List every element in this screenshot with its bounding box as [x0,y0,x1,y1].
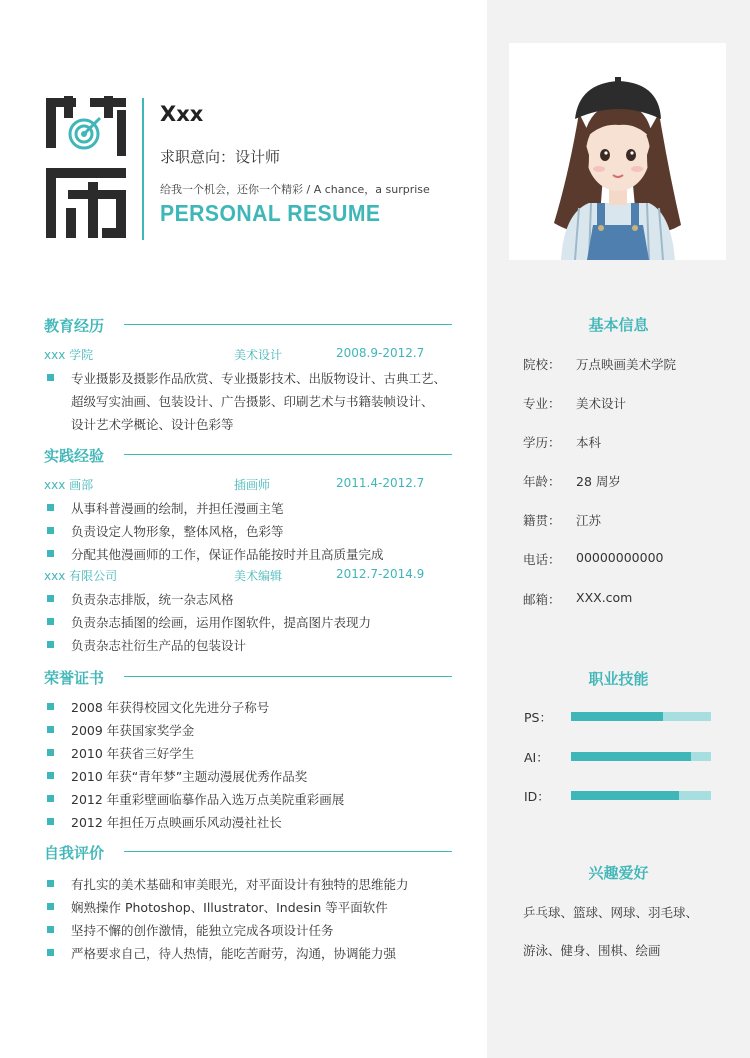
bullet-text: 设计艺术学概论、设计色彩等 [71,417,234,432]
bullet-text: 超级写实油画、包装设计、广告摄影、印刷艺术与书籍装帧设计、 [71,394,434,409]
section-title-self: 自我评价 [44,844,105,862]
bullet-text: 从事科普漫画的绘制，并担任漫画主笔 [71,501,284,516]
bullet-text: 2009 年获国家奖学金 [71,723,195,738]
job-period: 2011.4-2012.7 [336,476,425,490]
info-label: 邮箱： [523,592,561,607]
section-title-education: 教育经历 [44,317,105,335]
info-label: 电话： [523,552,561,567]
bullet-text: 坚持不懈的创作激情，能独立完成各项设计任务 [71,923,334,938]
job-intent: 求职意向：设计师 [160,148,281,166]
bullet-text: 娴熟操作 Photoshop、Illustrator、Indesin 等平面软件 [71,900,388,915]
bullet-icon [47,749,54,756]
bullet-text: 负责杂志排版，统一杂志风格 [71,592,234,607]
info-label: 年龄： [523,474,561,489]
skill-bar [571,791,711,800]
info-value: 江苏 [576,513,602,528]
bullet-icon [47,618,54,625]
info-value: 美术设计 [576,396,627,411]
bullet-text: 分配其他漫画师的工作，保证作品能按时并且高质量完成 [71,547,384,562]
skill-label: AI： [524,750,549,765]
info-value: 00000000000 [576,550,664,565]
bullet-icon [47,949,54,956]
bullet-icon [47,527,54,534]
skill-bar [571,752,711,761]
jianli-logo [44,96,128,240]
header-divider [142,98,144,240]
bullet-icon [47,641,54,648]
sidebar-title-skills: 职业技能 [588,670,649,688]
job-period: 2008.9-2012.7 [336,346,425,360]
info-value: 万点映画美术学院 [576,357,677,372]
bullet-icon [47,903,54,910]
skill-label: PS： [524,710,552,725]
bullet-text: 负责杂志插图的绘画，运用作图软件，提高图片表现力 [71,615,372,630]
bullet-text: 负责设定人物形象，整体风格，色彩等 [71,524,284,539]
section-title-honors: 荣誉证书 [44,669,105,687]
hobby-line: 乒乓球、篮球、网球、羽毛球、 [523,905,699,920]
info-value: 本科 [576,435,602,450]
section-divider [124,324,452,325]
hobby-line: 游泳、健身、围棋、绘画 [523,943,661,958]
bullet-icon [47,772,54,779]
info-label: 院校： [523,357,561,372]
skill-fill [571,712,663,721]
info-label: 专业： [523,396,561,411]
job-org: xxx 学院 [44,348,94,362]
section-title-practice: 实践经验 [44,447,105,465]
candidate-name: Xxx [160,102,204,126]
job-org: xxx 画部 [44,478,94,492]
bullet-text: 2010 年获“青年梦”主题动漫展优秀作品奖 [71,769,308,784]
job-org: xxx 有限公司 [44,569,118,583]
bullet-text: 2012 年担任万点映画乐风动漫社社长 [71,815,282,830]
bullet-icon [47,795,54,802]
skill-label: ID： [524,789,550,804]
skill-fill [571,752,691,761]
bullet-icon [47,703,54,710]
bullet-icon [47,726,54,733]
bullet-icon [47,504,54,511]
motto: 给我一个机会，还你一个精彩 / A chance，a surprise [160,183,430,196]
bullet-text: 负责杂志社衍生产品的包装设计 [71,638,247,653]
bullet-icon [47,818,54,825]
bullet-text: 2008 年获得校园文化先进分子称号 [71,700,270,715]
bullet-icon [47,550,54,557]
sidebar-title-basic: 基本信息 [588,316,649,334]
section-divider [124,851,452,852]
bullet-text: 专业摄影及摄影作品欣赏、专业摄影技术、出版物设计、古典工艺、 [71,371,447,386]
job-period: 2012.7-2014.9 [336,567,425,581]
info-value: XXX.com [576,590,633,605]
info-value: 28 周岁 [576,474,621,489]
section-divider [124,676,452,677]
bullet-text: 2012 年重彩壁画临摹作品入选万点美院重彩画展 [71,792,345,807]
bullet-text: 2010 年获省三好学生 [71,746,195,761]
bullet-icon [47,595,54,602]
job-role: 美术编辑 [234,569,283,583]
section-divider [124,454,452,455]
profile-photo [509,43,726,260]
bullet-icon [47,374,54,381]
bullet-text: 有扎实的美术基础和审美眼光，对平面设计有独特的思维能力 [71,877,409,892]
sidebar-title-hobbies: 兴趣爱好 [588,864,649,882]
skill-bar [571,712,711,721]
info-label: 籍贯： [523,513,561,528]
bullet-icon [47,926,54,933]
job-role: 美术设计 [234,348,283,362]
resume-title: PERSONAL RESUME [160,200,381,226]
bullet-icon [47,880,54,887]
skill-fill [571,791,679,800]
info-label: 学历： [523,435,561,450]
job-role: 插画师 [234,478,271,492]
bullet-text: 严格要求自己，待人热情，能吃苦耐劳，沟通，协调能力强 [71,946,397,961]
